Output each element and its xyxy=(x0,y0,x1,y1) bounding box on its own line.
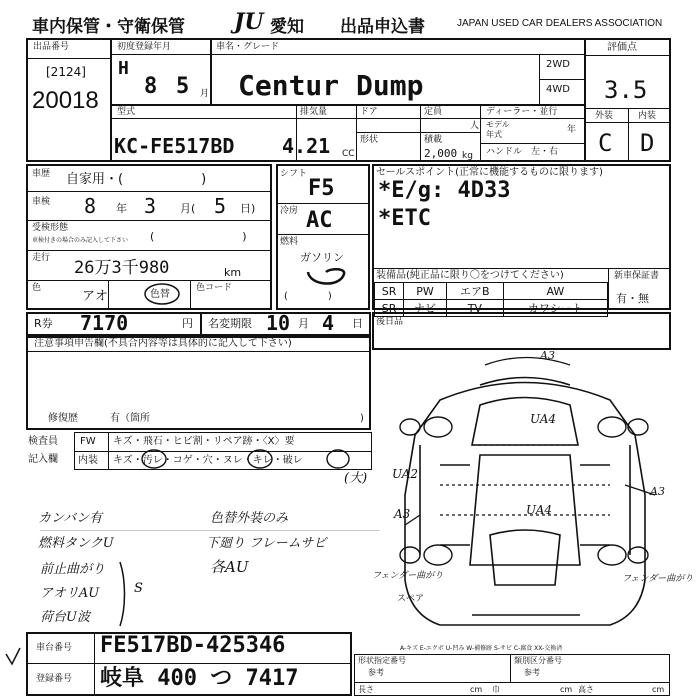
drive-2wd: 2WD xyxy=(546,59,570,70)
inspector-row2-label: 記入欄 xyxy=(28,454,58,465)
grade-int: D xyxy=(640,129,655,157)
ju-logo: JU xyxy=(234,9,264,35)
int-label: 内装 xyxy=(638,111,657,121)
note-left-2: 燃料タンクU xyxy=(38,536,114,551)
equipment-label: 装備品(純正品に限り〇をつけてください) xyxy=(376,270,564,281)
disp-unit: CC xyxy=(342,149,355,159)
note-right-2: 下廻り フレームサビ xyxy=(206,536,327,551)
shape-label: 形状 xyxy=(360,135,379,145)
color-change-circle xyxy=(143,280,181,306)
inspector-row1-tag: FW xyxy=(80,436,96,447)
dealer-label: ディーラー・並行 xyxy=(486,107,558,117)
equip-r2-c2: ナビ xyxy=(404,300,447,317)
height-unit: cm xyxy=(652,685,665,694)
equip-r1-c1: SR xyxy=(375,283,404,300)
door-label: ドア xyxy=(360,107,378,117)
fuel-circle xyxy=(300,262,350,290)
diagram-fender-right: フェンダー曲がり xyxy=(622,574,694,584)
drive-4wd: 4WD xyxy=(546,84,570,95)
inspector-row2-items: キズ・汚レ・コゲ・穴・ヌレ・キレ・破レ xyxy=(113,455,303,466)
grade-score: 3.5 xyxy=(604,76,648,104)
deadline-label: 名変期限 xyxy=(208,317,252,330)
note-left-4: アオリAU xyxy=(40,586,100,601)
sales-points-label: セールスポイント(正常に機能するものに限ります) xyxy=(376,167,603,178)
deadline-month-unit: 月 xyxy=(298,317,309,330)
check-mark xyxy=(4,646,24,668)
inspector-row2-tag: 内装 xyxy=(78,455,98,466)
form-label: 受検形態 xyxy=(32,223,69,233)
color-value: アオ xyxy=(82,289,108,304)
r-ticket-value: 7170 xyxy=(80,311,129,335)
chassis-number: FE517BD-425346 xyxy=(100,633,286,658)
note-left-extra: S xyxy=(134,581,143,596)
spare-label: スペア xyxy=(397,594,425,604)
shape-spec-label: 形状指定番号 xyxy=(358,656,406,665)
note-right-3: 各AU xyxy=(210,558,249,576)
shift-label: シフト xyxy=(280,169,308,179)
width-label: 巾 xyxy=(492,685,500,694)
inspector-row1-items: キズ・飛石・ヒビ割・リペア跡・〈X〉要 xyxy=(113,436,295,447)
storage-title: 車内保管・守衛保管 xyxy=(32,17,185,37)
r-ticket-label: R券 xyxy=(34,317,53,330)
model-code: KC-FE517BD xyxy=(114,134,235,158)
history-value: 自家用・( ) xyxy=(66,172,207,187)
note-guide xyxy=(40,530,380,531)
deadline-day: 4 xyxy=(322,311,335,335)
equip-r1-c3: エアB xyxy=(446,283,503,300)
note-right-1: 色替外装のみ xyxy=(210,511,289,526)
diagram-label-right: A3 xyxy=(650,485,665,498)
width-unit: cm xyxy=(560,685,573,694)
fuel-label: 燃料 xyxy=(280,237,299,247)
height-label: 高さ xyxy=(578,685,594,694)
inspector-circles xyxy=(140,448,380,472)
inspect-month: 3 xyxy=(144,194,157,218)
mileage-label: 走行 xyxy=(32,253,51,263)
diagram-legend: A-キズ E-エクボ U-凹み W-補修跡 S-サビ C-腐食 XX-交換済 xyxy=(400,645,563,652)
inspect-year: 8 xyxy=(84,194,97,218)
mileage-unit: km xyxy=(224,266,242,279)
reg-month: 5 xyxy=(176,74,190,99)
type-label: 類別区分番号 xyxy=(514,656,562,665)
notes-label: 注意事項申告欄(不具合内容等は具体的に記入して下さい) xyxy=(34,338,292,349)
shift-value: F5 xyxy=(308,176,335,201)
fuel-paren: ( ) xyxy=(284,291,332,302)
reg-era: H xyxy=(118,58,129,79)
car-name: Centur Dump xyxy=(238,69,424,102)
grade-ext: C xyxy=(598,129,613,157)
note-bracket xyxy=(116,560,136,628)
note-left-3: 前止曲がり xyxy=(40,562,106,577)
form-sub: 車検付きの場合のみ記入して下さい xyxy=(32,237,129,244)
repair-label: 修復歴 xyxy=(48,413,78,424)
diagram-label-left: A3 xyxy=(394,507,411,521)
length-label: 長さ xyxy=(358,685,374,694)
equip-r2-c4: カワシート xyxy=(503,300,607,317)
model-year-label-2: 年式 xyxy=(486,130,502,139)
diagram-label-ua2: UA2 xyxy=(392,467,419,481)
load-value: 2,000 xyxy=(424,147,458,160)
lot-sub: [2124] xyxy=(46,65,86,79)
ac-value: AC xyxy=(306,208,333,233)
reg-month-unit: 月 xyxy=(200,89,210,99)
diagram-label-top: A3 xyxy=(540,349,555,362)
type-ref: 参考 xyxy=(524,668,540,677)
sales-point-2: *ETC xyxy=(378,206,431,231)
reg-label: 初度登録年月 xyxy=(117,42,172,52)
inspect-m-unit: 月( xyxy=(180,202,196,215)
inspect-y-unit: 年 xyxy=(116,202,127,215)
handle-label: ハンドル 左・右 xyxy=(486,147,559,157)
lot-number: 20018 xyxy=(32,87,99,114)
repair-value: 有（箇所 xyxy=(110,413,150,424)
fuel-value: ガソリン xyxy=(300,251,344,264)
note-left-1: カンバン有 xyxy=(38,511,103,526)
load-unit: kg xyxy=(462,151,473,161)
color-change: 色替 xyxy=(150,289,170,300)
form-title: 出品申込書 xyxy=(340,17,425,37)
new-cert-value: 有・無 xyxy=(616,292,649,305)
mileage-value: 26万3千980 xyxy=(74,258,170,278)
r-ticket-box xyxy=(26,312,371,336)
org-title: 愛知 xyxy=(270,17,304,37)
diagram-label-ua4-mid: UA4 xyxy=(526,503,553,517)
cap-unit: 人 xyxy=(470,121,480,131)
color-label: 色 xyxy=(32,283,42,293)
cap-label: 定員 xyxy=(424,107,443,117)
inspect-label: 車検 xyxy=(32,197,51,207)
deadline-day-unit: 日 xyxy=(352,317,363,330)
lot-label: 出品番号 xyxy=(33,42,70,52)
chassis-label: 車台番号 xyxy=(36,643,73,653)
rear-goods-label: 後日品 xyxy=(376,317,404,327)
plate-number: 岐阜 400 つ 7417 xyxy=(100,666,299,691)
repair-close-paren: ) xyxy=(360,413,364,424)
car-name-label: 車名・グレード xyxy=(216,42,280,52)
year-unit: 年 xyxy=(567,125,577,135)
equip-r1-c4: AW xyxy=(503,283,607,300)
new-cert-label: 新車保証書 xyxy=(614,271,660,281)
diagram-fender-left: フェンダー曲がり xyxy=(372,571,444,581)
equip-r2-c1: SR xyxy=(375,300,404,317)
inspector-row1-label: 検査員 xyxy=(28,436,58,447)
assoc-title: JAPAN USED CAR DEALERS ASSOCIATION xyxy=(457,18,663,29)
disp-value: 4.21 xyxy=(282,134,331,158)
model-year-label-1: モデル xyxy=(486,120,510,129)
history-label: 車歴 xyxy=(32,169,51,179)
ac-label: 冷房 xyxy=(280,206,299,216)
model-label: 型式 xyxy=(117,107,136,117)
ext-label: 外装 xyxy=(595,111,614,121)
inspect-d-unit: 日) xyxy=(240,202,256,215)
inspector-side-mark: (大) xyxy=(344,471,368,486)
sales-point-1: *E/g: 4D33 xyxy=(378,178,511,203)
reg-year: 8 xyxy=(144,74,158,99)
plate-label: 登録番号 xyxy=(36,674,73,684)
equip-r2-c3: TV xyxy=(446,300,503,317)
r-ticket-unit: 円 xyxy=(182,317,193,330)
deadline-month: 10 xyxy=(266,311,291,335)
note-left-5: 荷台U波 xyxy=(40,610,90,625)
color-code-label: 色コード xyxy=(196,283,233,293)
form-paren: ( ) xyxy=(150,230,247,243)
inspect-day: 5 xyxy=(214,194,227,218)
length-unit: cm xyxy=(470,685,483,694)
grade-label: 評価点 xyxy=(607,42,637,53)
disp-label: 排気量 xyxy=(300,107,328,117)
equip-r1-c2: PW xyxy=(404,283,447,300)
diagram-label-ua4-top: UA4 xyxy=(530,412,557,426)
shape-spec-ref: 参考 xyxy=(368,668,384,677)
load-label: 積載 xyxy=(424,135,443,145)
